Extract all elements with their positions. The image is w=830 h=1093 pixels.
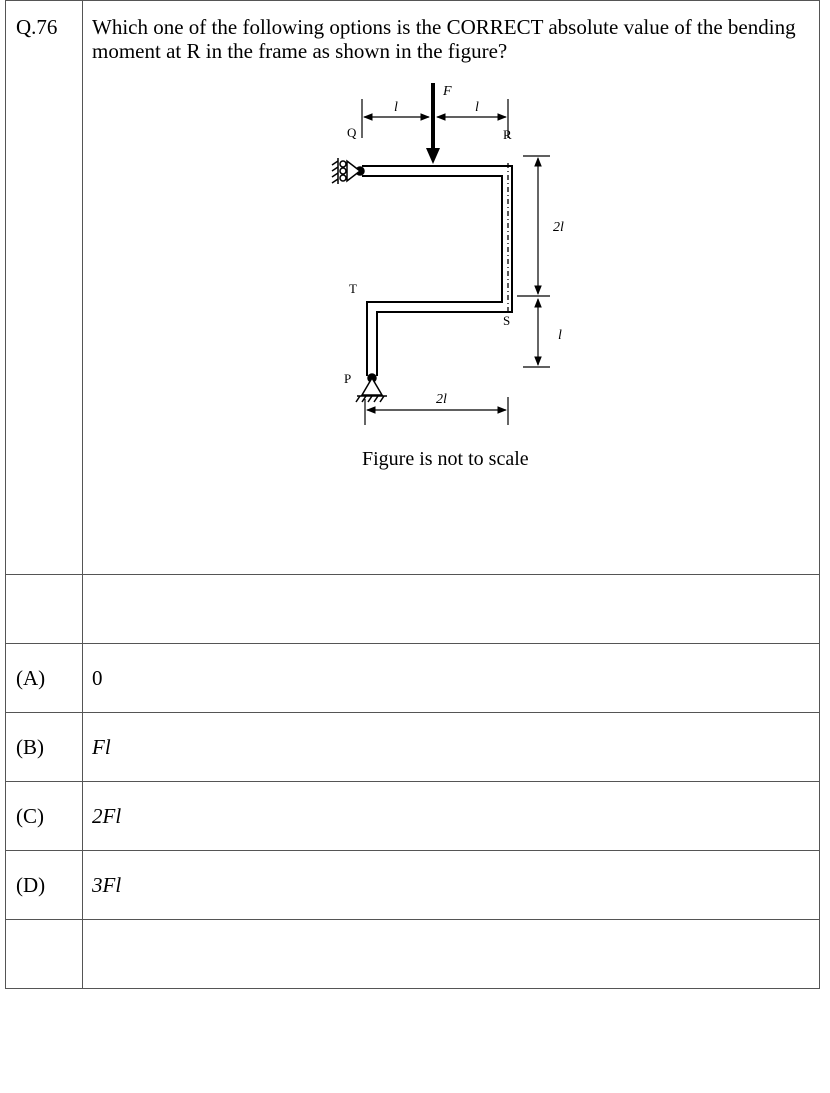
point-label-r: R	[503, 127, 512, 142]
dim-right-lower-label: l	[558, 328, 562, 343]
roller-support-q	[332, 158, 364, 184]
frame-structure	[362, 166, 512, 376]
option-value: 3Fl	[92, 872, 122, 897]
point-label-p: P	[344, 371, 352, 386]
question-text: Which one of the following options is the CORRECT absolute value of the bending moment at R in the frame as shown in the figure?	[92, 15, 796, 63]
question-number-cell	[6, 1, 83, 575]
option-label: (B)	[16, 734, 44, 759]
question-table	[5, 0, 820, 989]
right-dimension	[517, 156, 550, 367]
option-value: 2Fl	[92, 803, 122, 828]
force-label: F	[443, 84, 452, 99]
option-row-d[interactable]	[6, 851, 820, 920]
option-label: (C)	[16, 803, 44, 828]
blank-row-bottom	[6, 920, 820, 989]
option-value: Fl	[92, 734, 111, 759]
option-value: 0	[92, 665, 103, 690]
dim-right-upper-label: 2l	[553, 220, 564, 235]
dim-top-left-label: l	[394, 100, 398, 115]
dim-top-right-label: l	[475, 100, 479, 115]
option-label: (A)	[16, 665, 46, 690]
option-row-c[interactable]	[6, 782, 820, 851]
question-row	[6, 1, 820, 575]
frame-figure	[83, 63, 818, 533]
blank-row	[6, 575, 820, 644]
point-label-s: S	[503, 313, 511, 328]
point-label-q: Q	[347, 125, 357, 140]
pin-support-p	[356, 374, 387, 402]
figure-caption: Figure is not to scale	[362, 448, 529, 470]
question-number: Q.76	[16, 15, 58, 39]
force-arrow	[426, 83, 440, 164]
option-row-b[interactable]	[6, 713, 820, 782]
dim-bottom-label: 2l	[436, 392, 447, 407]
point-label-t: T	[349, 281, 357, 296]
question-content-cell	[83, 1, 820, 575]
option-label: (D)	[16, 872, 46, 897]
option-row-a[interactable]	[6, 644, 820, 713]
